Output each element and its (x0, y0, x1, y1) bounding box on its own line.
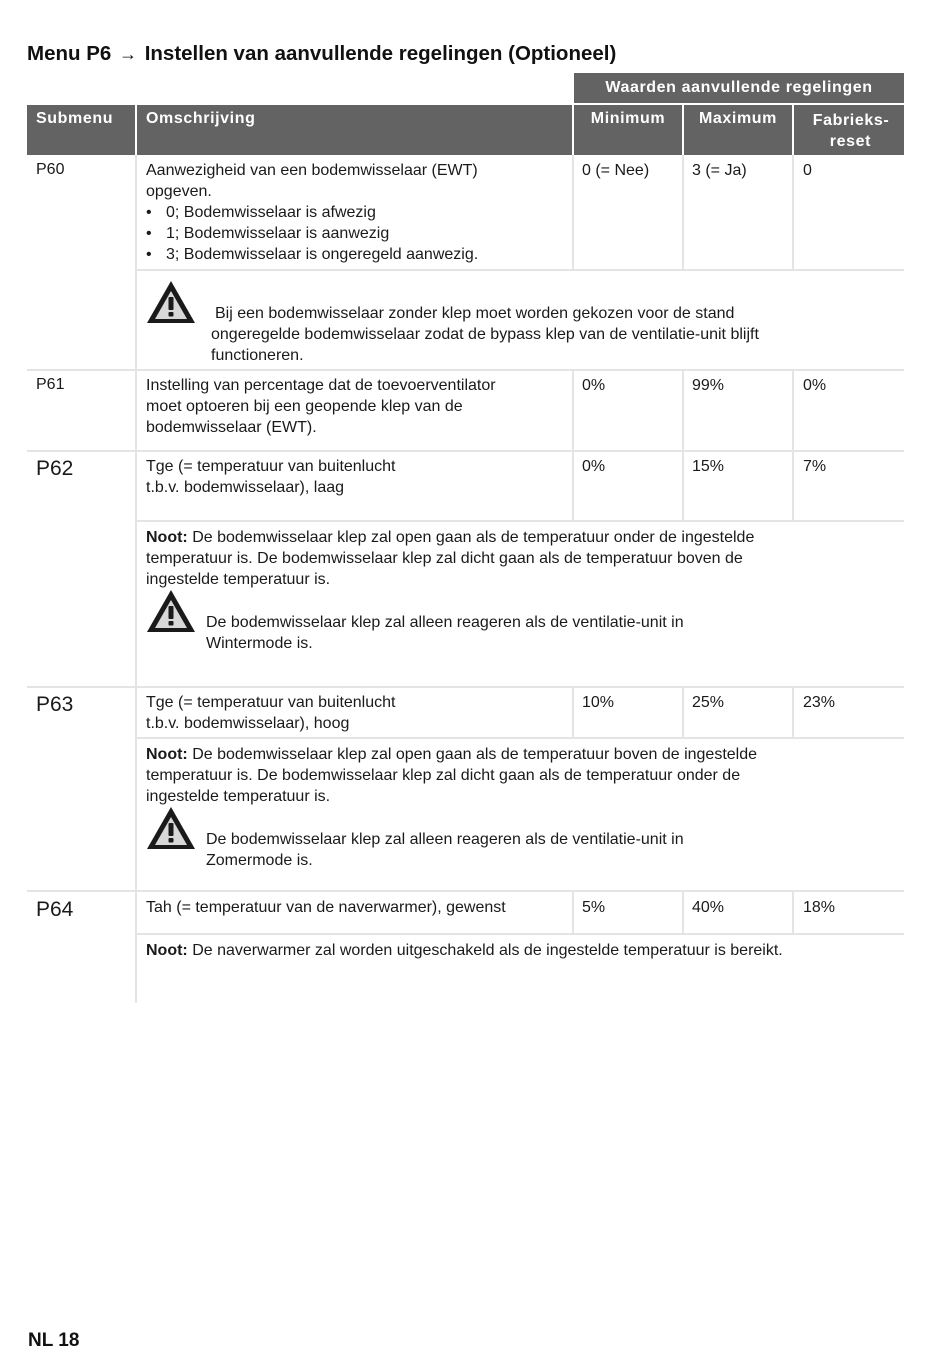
header-maximum-label: Maximum (699, 110, 777, 127)
divider (572, 688, 574, 737)
warning-text (206, 612, 896, 654)
submenu-code: P64 (36, 898, 74, 921)
divider (137, 520, 904, 522)
divider (137, 269, 904, 271)
divider (572, 155, 574, 269)
warning-text (206, 829, 896, 871)
max-value: 25% (692, 694, 725, 711)
note-content: De naverwarmer zal worden uitgeschakeld als de ingestelde temperatuur is bereikt. (187, 942, 783, 959)
divider (682, 452, 684, 520)
header-reset-line2: reset (829, 133, 871, 150)
desc-line: opgeven. (146, 183, 212, 200)
max-value: 99% (692, 377, 725, 394)
note-content: De bodemwisselaar klep zal open gaan als de temperatuur onder de ingestelde (187, 529, 755, 546)
desc-line: Aanwezigheid van een bodemwisselaar (EWT) (146, 162, 478, 179)
divider (572, 892, 574, 934)
divider (792, 688, 794, 737)
warning-line: Zomermode is. (206, 852, 313, 869)
desc-line: moet optoeren bij een geopende klep van de (146, 398, 463, 415)
divider (682, 688, 684, 737)
note-line (146, 744, 902, 765)
title-text: Instellen van aanvullende regelingen (Optioneel) (144, 42, 617, 65)
title-prefix: Menu P6 (27, 42, 112, 65)
list-item: • 3; Bodemwisselaar is ongeregeld aanwezig. (146, 244, 566, 265)
row-description (146, 375, 566, 438)
divider (682, 371, 684, 450)
reset-value: 18% (803, 899, 836, 916)
desc-line: t.b.v. bodemwisselaar), hoog (146, 715, 350, 732)
header-submenu-label: Submenu (36, 110, 114, 127)
divider (137, 933, 904, 935)
note-line: temperatuur is. De bodemwisselaar klep zal dicht gaan als de temperatuur onder de (146, 767, 741, 784)
desc-line: t.b.v. bodemwisselaar), laag (146, 479, 345, 496)
max-value: 3 (= Ja) (692, 162, 747, 179)
reset-value: 7% (803, 458, 827, 475)
submenu-code: P61 (36, 376, 65, 393)
note-line (146, 940, 902, 961)
min-value: 0% (582, 377, 606, 394)
desc-line: Tah (= temperatuur van de naverwarmer), gewenst (146, 899, 506, 916)
warning-triangle-icon (145, 279, 197, 325)
page-title (27, 42, 616, 66)
max-value: 40% (692, 899, 725, 916)
note-text (146, 940, 902, 961)
divider (682, 155, 684, 269)
warning-line: De bodemwisselaar klep zal alleen reageren als de ventilatie-unit in (206, 614, 684, 631)
note-label: Noot: (146, 942, 188, 959)
min-value: 0 (= Nee) (582, 162, 650, 179)
header-minimum (574, 105, 682, 155)
row-description (146, 897, 566, 918)
desc-line: Instelling van percentage dat de toevoerventilator (146, 377, 496, 394)
header-submenu (27, 105, 135, 155)
note-line: ingestelde temperatuur is. (146, 571, 331, 588)
note-line: ingestelde temperatuur is. (146, 788, 331, 805)
submenu-code: P62 (36, 457, 74, 480)
warning-line: Wintermode is. (206, 635, 313, 652)
note-line (146, 527, 902, 548)
divider (792, 155, 794, 269)
submenu-code: P63 (36, 693, 74, 716)
arrow-icon: → (119, 44, 137, 64)
min-value: 5% (582, 899, 606, 916)
list-item: • 1; Bodemwisselaar is aanwezig (146, 223, 566, 244)
header-reset (794, 105, 904, 155)
desc-line: Tge (= temperatuur van buitenlucht (146, 694, 396, 711)
submenu-code: P60 (36, 161, 65, 178)
min-value: 10% (582, 694, 615, 711)
warning-triangle-icon (145, 588, 197, 634)
row-description (146, 692, 566, 734)
desc-line: bodemwisselaar (EWT). (146, 419, 317, 436)
max-value: 15% (692, 458, 725, 475)
header-maximum (684, 105, 792, 155)
divider (137, 737, 904, 739)
row-description (146, 160, 566, 265)
divider (682, 892, 684, 934)
page-number: NL 18 (28, 1330, 80, 1351)
warning-line: Bij een bodemwisselaar zonder klep moet worden gekozen voor de stand (215, 305, 735, 322)
reset-value: 0 (803, 162, 812, 179)
header-reset-line1: Fabrieks- (812, 112, 890, 129)
divider (27, 890, 904, 892)
header-minimum-label: Minimum (590, 110, 666, 127)
divider (792, 452, 794, 520)
header-omschrijving (137, 105, 572, 155)
note-label: Noot: (146, 746, 188, 763)
note-line: temperatuur is. De bodemwisselaar klep zal dicht gaan als de temperatuur boven de (146, 550, 743, 567)
list-item: • 0; Bodemwisselaar is afwezig (146, 202, 566, 223)
warning-line: ongeregelde bodemwisselaar zodat de bypass klep van de ventilatie-unit blijft (211, 326, 759, 343)
desc-line: Tge (= temperatuur van buitenlucht (146, 458, 396, 475)
warning-triangle-icon (145, 805, 197, 851)
warning-line: De bodemwisselaar klep zal alleen reageren als de ventilatie-unit in (206, 831, 684, 848)
divider (572, 452, 574, 520)
warning-line: functioneren. (211, 347, 304, 364)
divider (792, 371, 794, 450)
reset-value: 0% (803, 377, 827, 394)
divider (27, 450, 904, 452)
divider (572, 371, 574, 450)
min-value: 0% (582, 458, 606, 475)
options-list (146, 202, 566, 265)
divider (792, 892, 794, 934)
header-group (574, 73, 904, 103)
header-group-label: Waarden aanvullende regelingen (605, 79, 873, 96)
note-text (146, 527, 902, 590)
row-description (146, 456, 566, 498)
divider (27, 369, 904, 371)
divider (27, 686, 904, 688)
note-content: De bodemwisselaar klep zal open gaan als de temperatuur boven de ingestelde (187, 746, 758, 763)
note-text (146, 744, 902, 807)
warning-text (211, 303, 901, 366)
note-label: Noot: (146, 529, 188, 546)
divider (135, 155, 137, 1003)
reset-value: 23% (803, 694, 836, 711)
header-omschrijving-label: Omschrijving (146, 110, 256, 127)
